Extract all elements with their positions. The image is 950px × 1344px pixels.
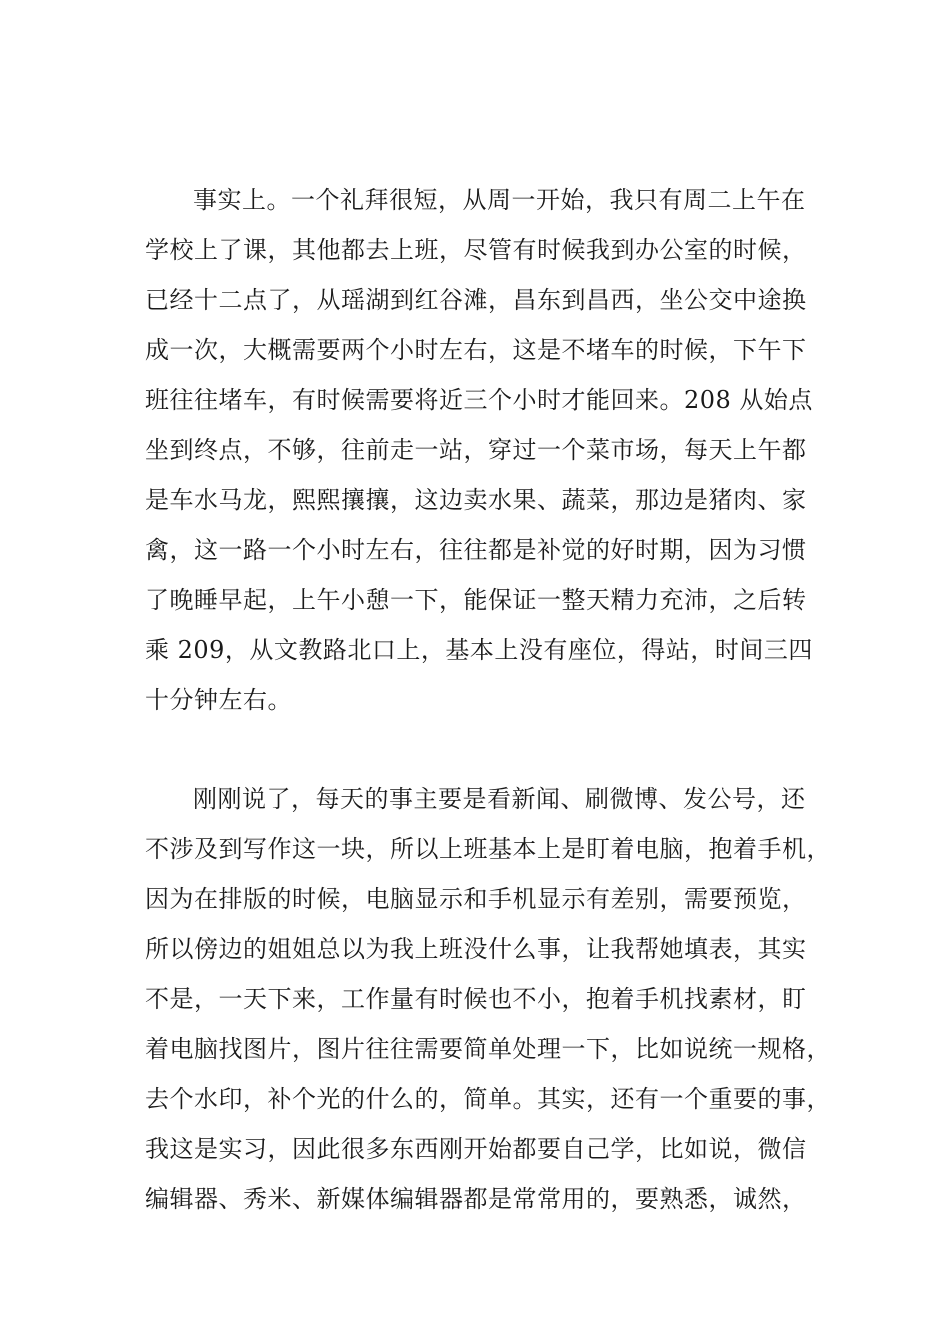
text-line: 不涉及到写作这一块，所以上班基本上是盯着电脑，抱着手机， (145, 835, 831, 863)
text-line: 刚刚说了，每天的事主要是看新闻、刷微博、发公号，还 (193, 785, 806, 813)
text-line: 我这是实习，因此很多东西刚开始都要自己学，比如说，微信 (145, 1135, 807, 1163)
text-line: 因为在排版的时候，电脑显示和手机显示有差别，需要预览， (145, 885, 807, 913)
text-line: 着电脑找图片，图片往往需要简单处理一下，比如说统一规格， (145, 1035, 831, 1063)
paragraph-work (145, 774, 831, 1224)
text-line: 是车水马龙，熙熙攘攘，这边卖水果、蔬菜，那边是猪肉、家 (145, 486, 807, 514)
text-line: 去个水印，补个光的什么的，简单。其实，还有一个重要的事， (145, 1085, 831, 1113)
text-line: 坐到终点，不够，往前走一站，穿过一个菜市场，每天上午都 (145, 436, 807, 464)
paragraph-commute (145, 175, 813, 725)
text-line: 禽，这一路一个小时左右，往往都是补觉的好时期，因为习惯 (145, 536, 807, 564)
text-line: 编辑器、秀米、新媒体编辑器都是常常用的，要熟悉，诚然， (145, 1185, 807, 1213)
text-line: 已经十二点了，从瑶湖到红谷滩，昌东到昌西，坐公交中途换 (145, 286, 807, 314)
text-line: 成一次，大概需要两个小时左右，这是不堵车的时候，下午下 (145, 336, 807, 364)
text-line: 班往往堵车，有时候需要将近三个小时才能回来。208 从始点 (145, 386, 813, 414)
text-line: 学校上了课，其他都去上班，尽管有时候我到办公室的时候， (145, 236, 807, 264)
text-line: 事实上。一个礼拜很短，从周一开始，我只有周二上午在 (193, 186, 806, 214)
text-line: 了晚睡早起，上午小憩一下，能保证一整天精力充沛，之后转 (145, 586, 807, 614)
text-line: 十分钟左右。 (145, 686, 292, 714)
text-line: 所以傍边的姐姐总以为我上班没什么事，让我帮她填表，其实 (145, 935, 807, 963)
text-line: 乘 209，从文教路北口上，基本上没有座位，得站，时间三四 (145, 636, 813, 664)
text-line: 不是，一天下来，工作量有时候也不小，抱着手机找素材，盯 (145, 985, 807, 1013)
